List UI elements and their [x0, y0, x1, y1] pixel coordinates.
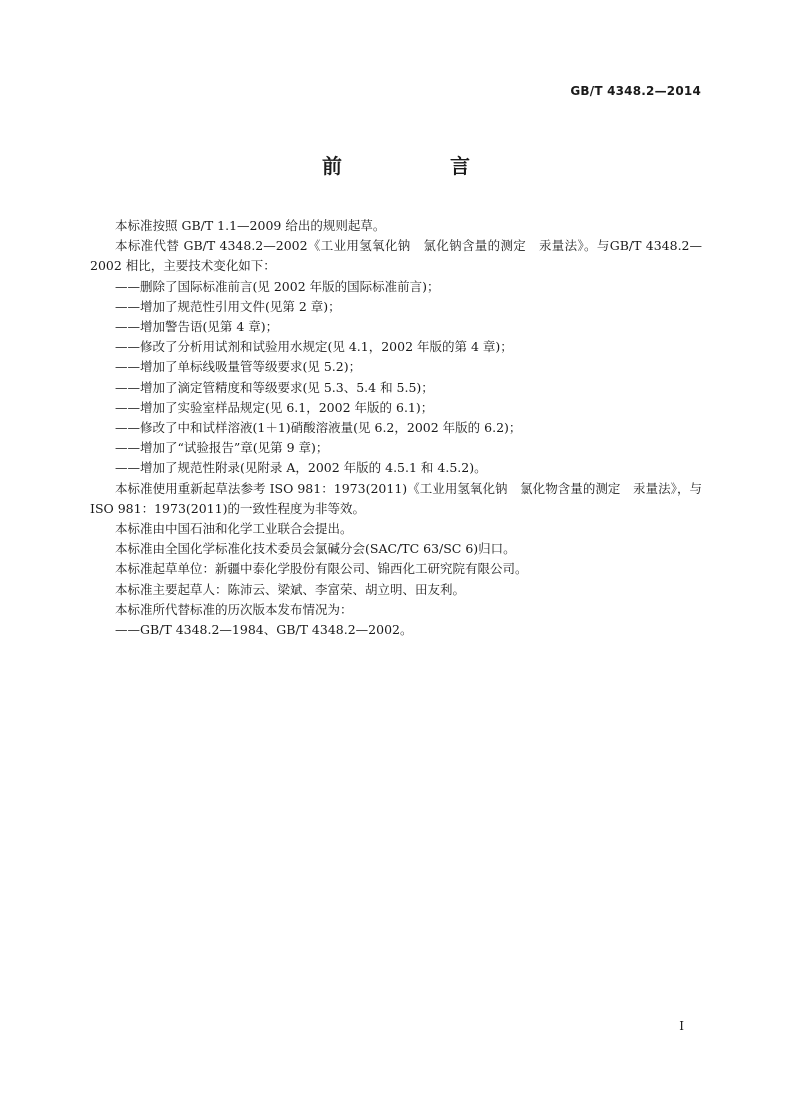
paragraph-iso-reference: 本标准使用重新起草法参考 ISO 981：1973(2011)《工业用氢氧化钠 氯化物含量的测定 汞量法》，与 ISO 981：1973(2011)的一致性程度为非等效。: [90, 480, 702, 516]
page-number: I: [679, 1019, 684, 1033]
standard-code-header: GB/T 4348.2—2014: [570, 84, 701, 98]
paragraph-proposed-by: 本标准由中国石油和化学工业联合会提出。: [115, 521, 353, 537]
paragraph-replaces: 本标准代替 GB/T 4348.2—2002《工业用氢氧化钠 氯化钠含量的测定 汞量法》。与GB/T 4348.2—2002 相比，主要技术变化如下：: [90, 238, 702, 274]
change-item: ——修改了分析用试剂和试验用水规定(见 4.1，2002 年版的第 4 章)；: [115, 339, 513, 355]
change-item: ——增加了实验室样品规定(见 6.1，2002 年版的 6.1)；: [115, 399, 434, 415]
change-item: ——修改了中和试样溶液(1＋1)硝酸溶液量(见 6.2，2002 年版的 6.2)；: [115, 420, 522, 436]
change-item: ——删除了国际标准前言(见 2002 年版的国际标准前言)；: [115, 278, 440, 294]
change-item: ——增加了滴定管精度和等级要求(见 5.3、5.4 和 5.5)；: [115, 379, 434, 395]
paragraph-history: 本标准所代替标准的历次版本发布情况为：: [115, 601, 353, 617]
change-item: ——增加了单标线吸量管等级要求(见 5.2)；: [115, 359, 362, 375]
paragraph-centralized-by: 本标准由全国化学标准化技术委员会氯碱分会(SAC/TC 63/SC 6)归口。: [115, 541, 516, 557]
change-item: ——增加了“试验报告”章(见第 9 章)；: [115, 440, 329, 456]
page-title: 前 言: [322, 154, 514, 178]
history-item: ——GB/T 4348.2—1984、GB/T 4348.2—2002。: [115, 622, 413, 638]
paragraph-drafting-units: 本标准起草单位：新疆中泰化学股份有限公司、锦西化工研究院有限公司。: [115, 561, 528, 577]
foreword-body: [90, 216, 702, 640]
paragraph-drafters: 本标准主要起草人：陈沛云、梁斌、李富荣、胡立明、田友利。: [115, 581, 466, 597]
change-item: ——增加了规范性引用文件(见第 2 章)；: [115, 298, 341, 314]
change-item: ——增加了规范性附录(见附录 A，2002 年版的 4.5.1 和 4.5.2)。: [115, 460, 487, 476]
paragraph-drafting-rules: 本标准按照 GB/T 1.1—2009 给出的规则起草。: [115, 218, 386, 233]
change-item: ——增加警告语(见第 4 章)；: [115, 319, 279, 335]
